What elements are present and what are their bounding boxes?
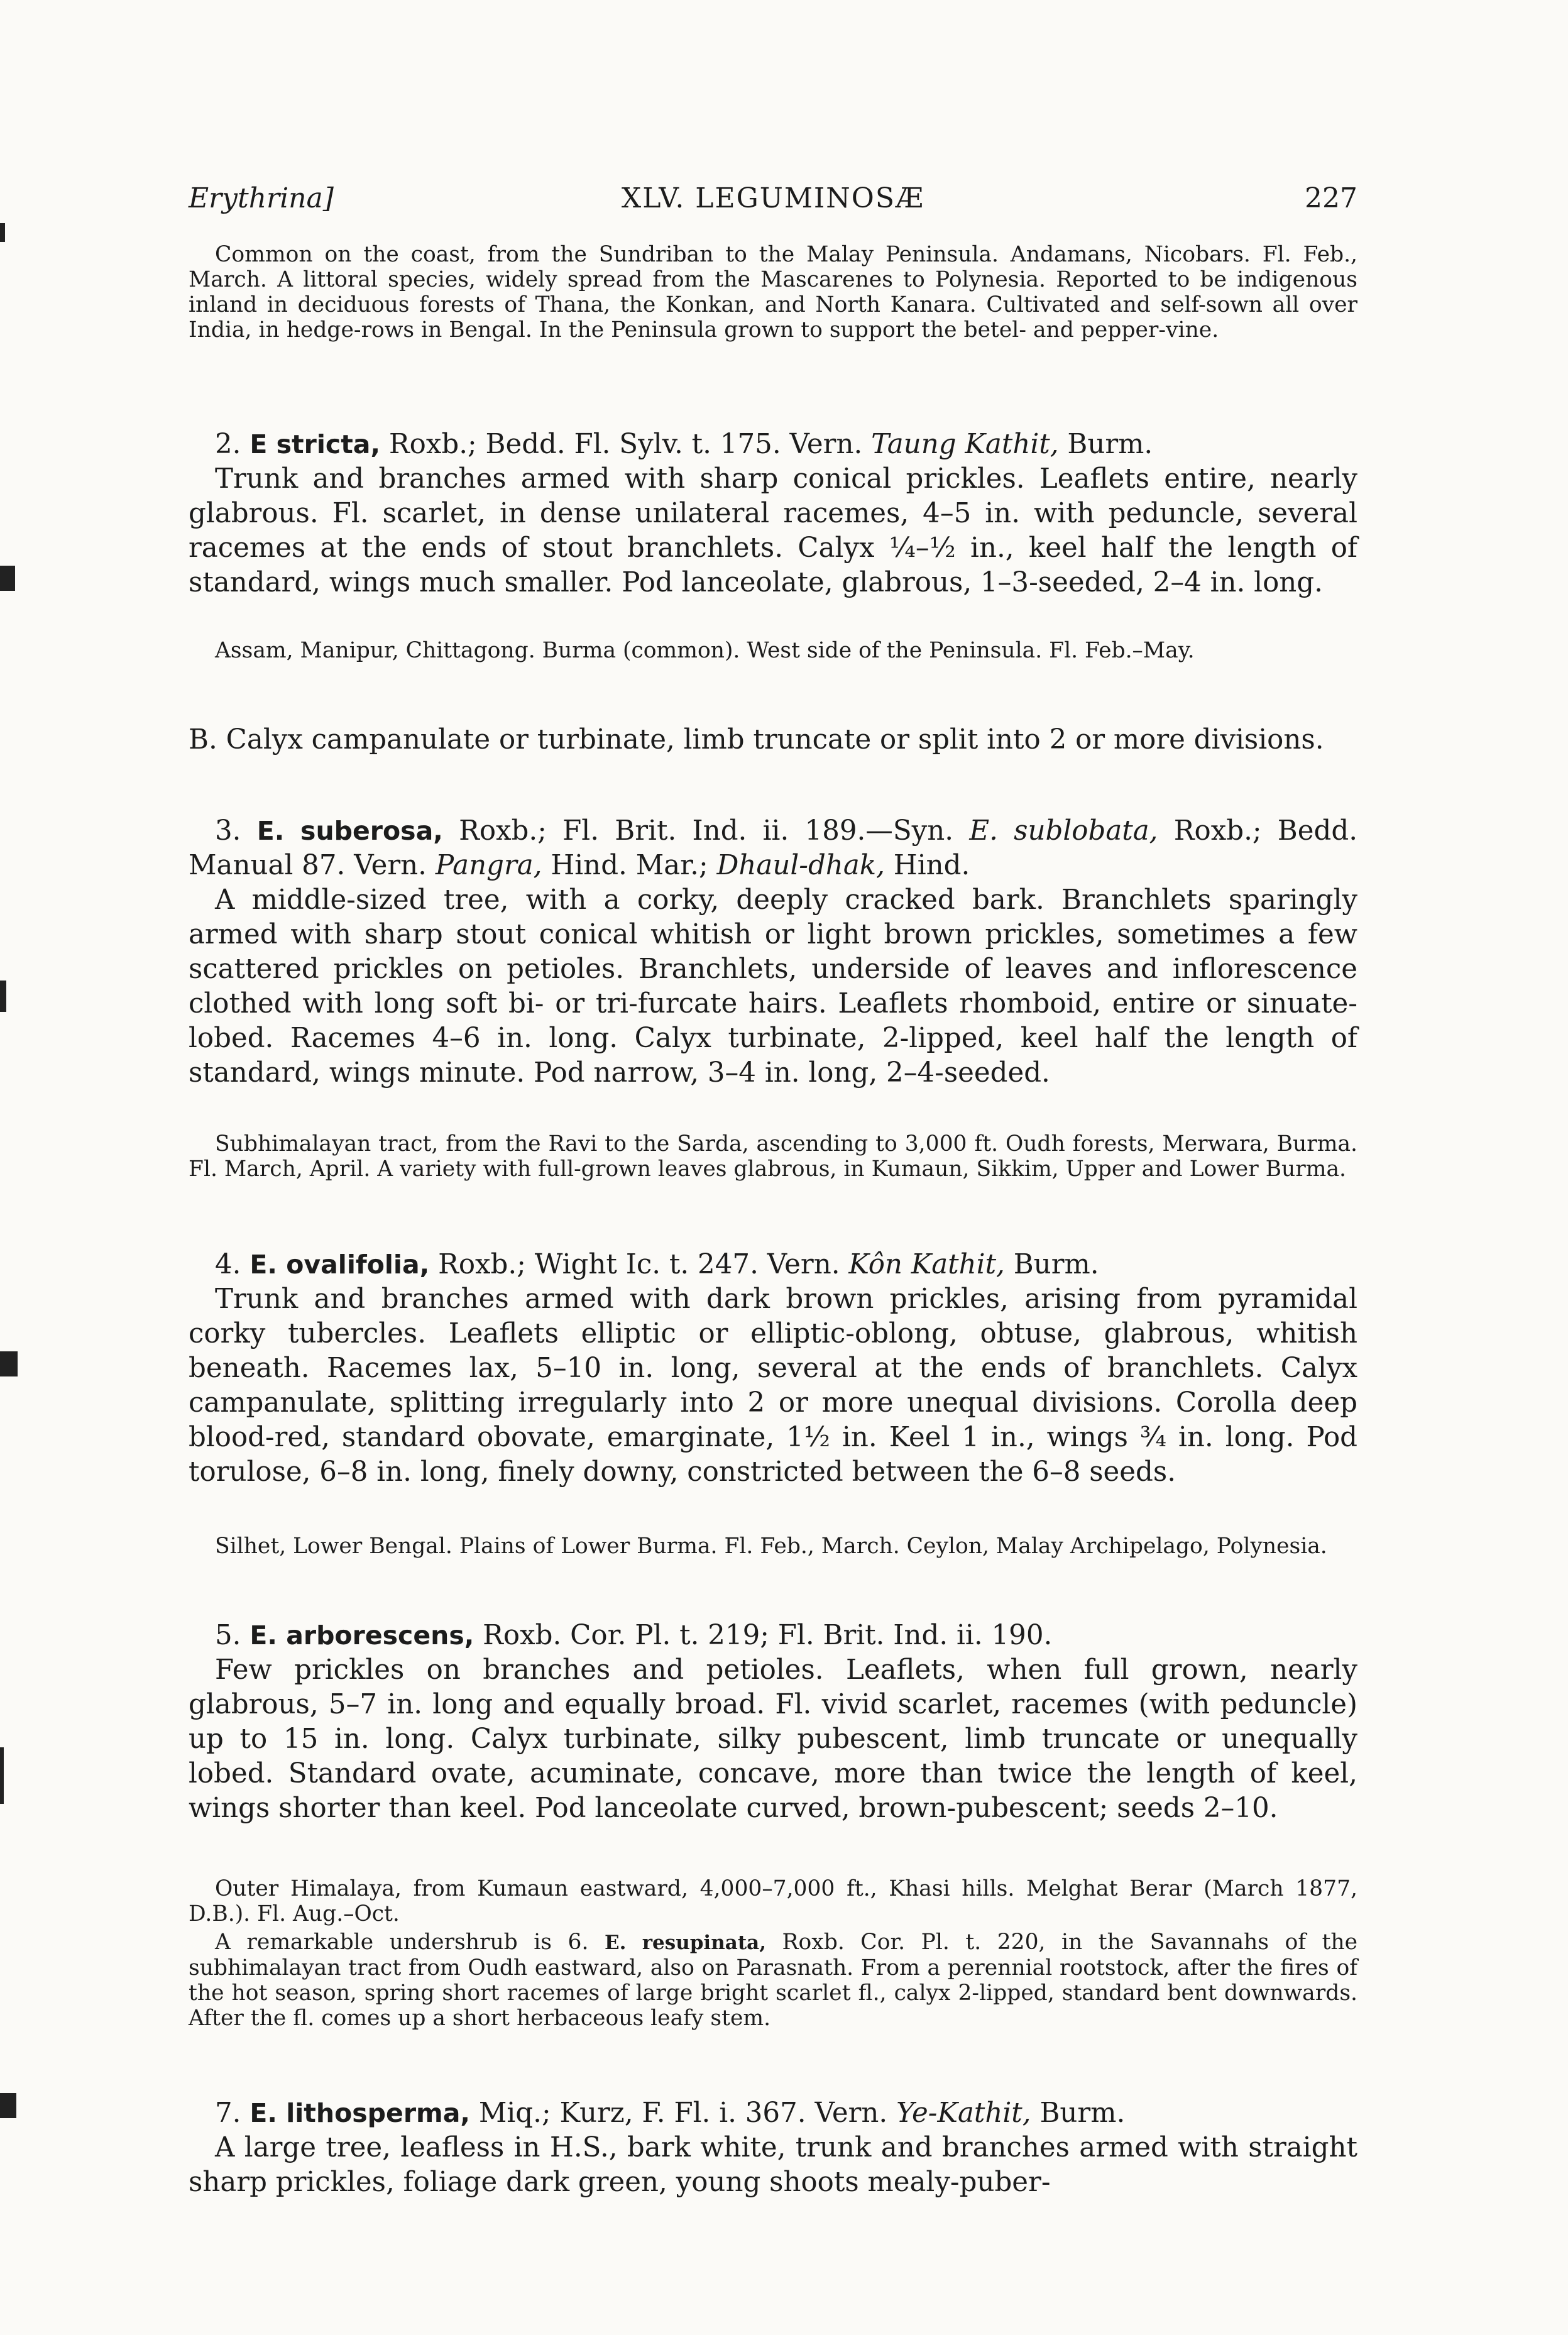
- species-entry: [189, 814, 1357, 1091]
- species-heading: 2. E stricta, Roxb.; Bedd. Fl. Sylv. t. 175. Vern. Taung Kathit, Burm.: [215, 429, 1153, 460]
- binding-mark: [0, 223, 5, 242]
- species-description: Few prickles on branches and petioles. Leaflets, when full grown, nearly glabrous, 5–7 in. long and equally broad. Fl. vivid scarlet, racemes (with peduncle) up to 15 in. long. Calyx turbinate, silky pubescent, limb truncate or unequally lobed. Standard ovate, acuminate, concave, more than twice the length of keel, wings shorter than keel. Pod lanceolate curved, brown-pubescent; seeds 2–10.: [189, 1654, 1357, 1824]
- species-name: E. ovalifolia,: [249, 1250, 430, 1280]
- intro-distribution: Common on the coast, from the Sundriban to the Malay Peninsula. Andamans, Nicobars. Fl. Feb., March. A littoral species, widely spread from the Mascarenes to Polynesia. Reported to be indigenous inland in deciduous forests of Thana, the Konkan, and North Kanara. Cultivated and self-sown all over India, in hedge-rows in Bengal. In the Peninsula grown to support the betel- and pepper-vine.: [189, 242, 1357, 343]
- binding-mark: [0, 1351, 18, 1376]
- binding-mark: [0, 2093, 16, 2118]
- binding-mark: [0, 981, 6, 1012]
- species-name: E. arborescens,: [249, 1620, 474, 1651]
- species-distribution: Subhimalayan tract, from the Ravi to the Sarda, ascending to 3,000 ft. Oudh forests, Merwara, Burma. Fl. March, April. A variety with full-grown leaves glabrous, in Kumaun, Sikkim, Upper and Lower Burma.: [189, 1131, 1357, 1182]
- header-genus: Erythrina]: [189, 182, 334, 214]
- species-description: Trunk and branches armed with sharp conical prickles. Leaflets entire, nearly glabrous. Fl. scarlet, in dense unilateral racemes, 4–5 in. with peduncle, several racemes at the ends of stout branchlets. Calyx ¼–½ in., keel half the length of standard, wings much smaller. Pod lanceolate, glabrous, 1–3-seeded, 2–4 in. long.: [189, 463, 1357, 598]
- species-name: E. resupinata,: [604, 1931, 767, 1954]
- running-header: [189, 182, 1357, 220]
- species-name: E stricta,: [249, 429, 381, 459]
- species-entry: [189, 1618, 1357, 1826]
- species-description: A large tree, leafless in H.S., bark white, trunk and branches armed with straight sharp prickles, foliage dark green, young shoots mealy-puber-: [189, 2132, 1357, 2198]
- species-note: A remarkable undershrub is 6. E. resupinata, Roxb. Cor. Pl. t. 220, in the Savannahs of the subhimalayan tract from Oudh eastward, also on Parasnath. From a perennial rootstock, after the fires of the hot season, spring short racemes of large bright scarlet fl., calyx 2-lipped, standard bent downwards. After the fl. comes up a short herbaceous leafy stem.: [189, 1930, 1358, 2031]
- species-distribution: Silhet, Lower Bengal. Plains of Lower Burma. Fl. Feb., March. Ceylon, Malay Archipelago, Polynesia.: [215, 1534, 1327, 1559]
- species-heading: 3. E. suberosa, Roxb.; Fl. Brit. Ind. ii. 189.—Syn. E. sublobata, Roxb.; Bedd. Manual 87. Vern. Pangra, Hind. Mar.; Dhaul-dhak, Hind.: [189, 815, 1358, 881]
- species-heading: 7. E. lithosperma, Miq.; Kurz, F. Fl. i. 367. Vern. Ye-Kathit, Burm.: [215, 2097, 1126, 2129]
- species-entry: [189, 2096, 1357, 2200]
- species-distribution: Assam, Manipur, Chittagong. Burma (common). West side of the Peninsula. Fl. Feb.–May.: [215, 638, 1195, 663]
- section-heading: B. Calyx campanulate or turbinate, limb truncate or split into 2 or more divisions.: [189, 724, 1324, 755]
- species-name: E. suberosa,: [256, 816, 443, 846]
- page-number: 227: [1305, 182, 1357, 214]
- header-family: XLV. LEGUMINOSÆ: [621, 182, 925, 214]
- species-description: A middle-sized tree, with a corky, deeply cracked bark. Branchlets sparingly armed with sharp stout conical whitish or light brown prickles, sometimes a few scattered prickles on petioles. Branchlets, underside of leaves and inflorescence clothed with long soft bi- or tri-furcate hairs. Leaflets rhomboid, entire or sinuate-lobed. Racemes 4–6 in. long. Calyx turbinate, 2-lipped, keel half the length of standard, wings minute. Pod narrow, 3–4 in. long, 2–4-seeded.: [189, 884, 1357, 1089]
- species-entry: [189, 1248, 1357, 1490]
- binding-mark: [0, 1747, 4, 1804]
- species-distribution: Outer Himalaya, from Kumaun eastward, 4,000–7,000 ft., Khasi hills. Melghat Berar (March 1877, D.B.). Fl. Aug.–Oct.: [189, 1876, 1357, 1926]
- species-heading: 5. E. arborescens, Roxb. Cor. Pl. t. 219; Fl. Brit. Ind. ii. 190.: [215, 1620, 1053, 1651]
- species-entry: [189, 427, 1357, 600]
- species-name: E. lithosperma,: [249, 2098, 471, 2128]
- species-description: Trunk and branches armed with dark brown prickles, arising from pyramidal corky tubercles. Leaflets elliptic or elliptic-oblong, obtuse, glabrous, whitish beneath. Racemes lax, 5–10 in. long, several at the ends of branchlets. Calyx campanulate, splitting irregularly into 2 or more unequal divisions. Corolla deep blood-red, standard obovate, emarginate, 1½ in. Keel 1 in., wings ¾ in. long. Pod torulose, 6–8 in. long, finely downy, constricted between the 6–8 seeds.: [189, 1283, 1357, 1488]
- species-heading: 4. E. ovalifolia, Roxb.; Wight Ic. t. 247. Vern. Kôn Kathit, Burm.: [215, 1249, 1099, 1280]
- binding-mark: [0, 566, 15, 591]
